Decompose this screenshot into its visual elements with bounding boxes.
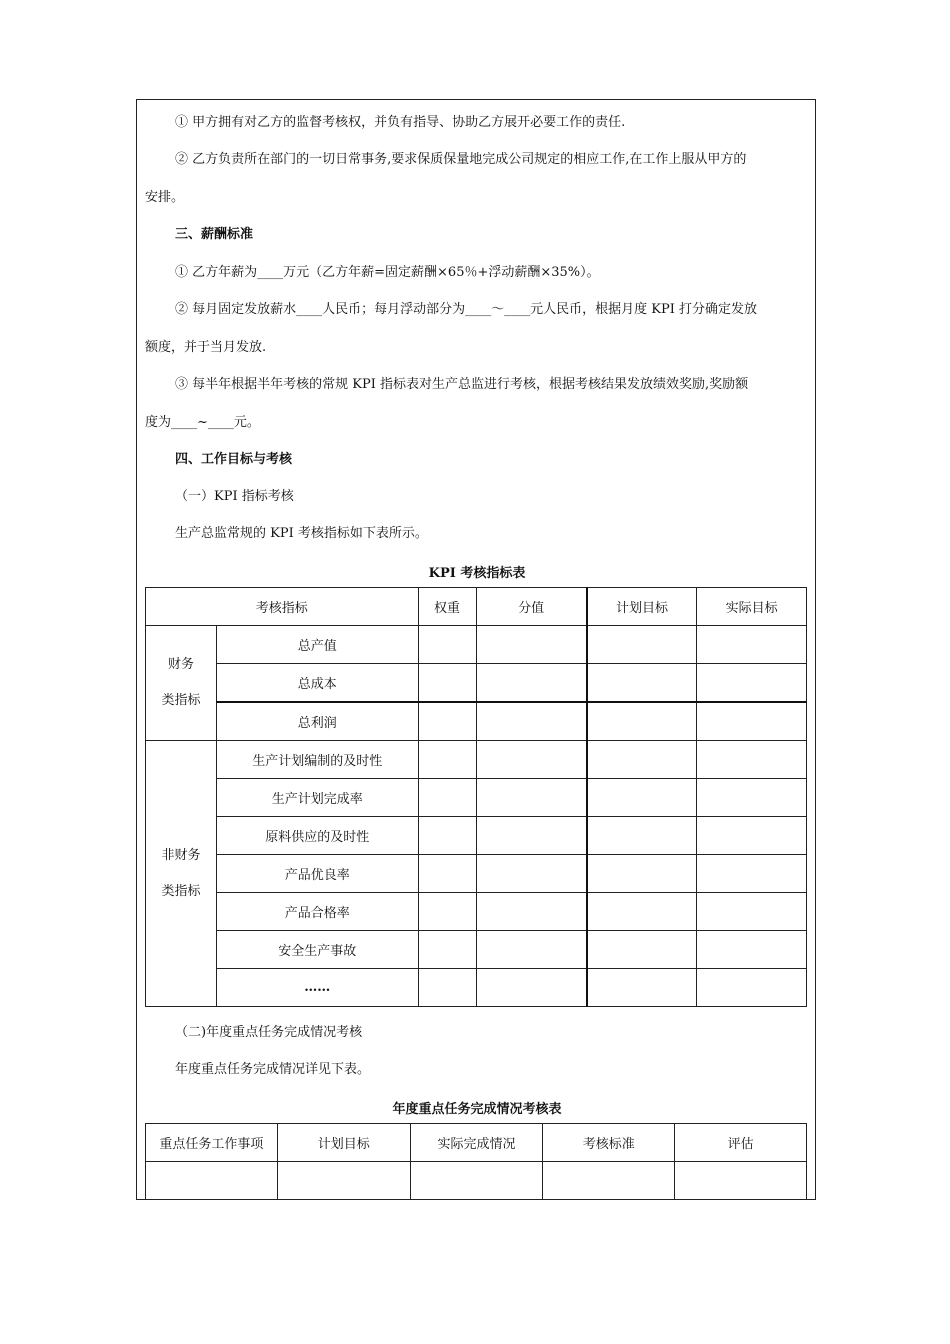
category-non-financial: 非财务 类指标 bbox=[146, 741, 217, 1007]
table-row bbox=[146, 855, 807, 893]
indicator-cell: 生产计划编制的及时性 bbox=[216, 741, 418, 779]
kpi-table bbox=[145, 587, 807, 1007]
subheading-kpi: （一）KPI 指标考核 bbox=[175, 489, 294, 504]
kpi-table-caption: KPI 考核指标表 bbox=[428, 566, 526, 581]
indicator-cell: 安全生产事故 bbox=[216, 931, 418, 969]
indicator-cell-ellipsis: …… bbox=[216, 969, 418, 1007]
indicator-cell: 原料供应的及时性 bbox=[216, 817, 418, 855]
table-row bbox=[146, 626, 807, 664]
para-half-year-bonus-cont: 度为____~____元。 bbox=[145, 415, 260, 430]
table-row bbox=[146, 702, 807, 741]
header-weight: 权重 bbox=[418, 588, 476, 626]
section-heading-goals: 四、工作目标与考核 bbox=[175, 452, 293, 467]
task-table-caption: 年度重点任务完成情况考核表 bbox=[392, 1102, 562, 1117]
header-plan-target: 计划目标 bbox=[277, 1124, 410, 1162]
table-row bbox=[146, 664, 807, 703]
header-evaluation: 评估 bbox=[675, 1124, 807, 1162]
header-planned-target: 计划目标 bbox=[587, 588, 697, 626]
document-frame bbox=[136, 99, 816, 1200]
para-monthly-pay-cont: 额度，并于当月发放. bbox=[145, 340, 267, 355]
indicator-cell: 总利润 bbox=[216, 702, 418, 741]
header-indicator: 考核指标 bbox=[146, 588, 419, 626]
para-monthly-pay: ② 每月固定发放薪水____人民币；每月浮动部分为____～____元人民币，根据月度 KPI 打分确定发放 bbox=[175, 302, 757, 317]
para-party-b-duties-cont: 安排。 bbox=[145, 190, 185, 205]
table-row bbox=[146, 817, 807, 855]
para-party-b-duties: ② 乙方负责所在部门的一切日常事务,要求保质保量地完成公司规定的相应工作,在工作上服从甲方的 bbox=[175, 152, 747, 167]
table-row bbox=[146, 1162, 807, 1200]
task-header-row bbox=[146, 1124, 807, 1162]
indicator-cell: 总产值 bbox=[216, 626, 418, 664]
para-half-year-bonus: ③ 每半年根据半年考核的常规 KPI 指标表对生产总监进行考核，根据考核结果发放绩效奖励,奖励额 bbox=[175, 377, 749, 392]
header-criteria: 考核标准 bbox=[543, 1124, 675, 1162]
indicator-cell: 总成本 bbox=[216, 664, 418, 703]
header-actual-target: 实际目标 bbox=[697, 588, 807, 626]
indicator-cell: 生产计划完成率 bbox=[216, 779, 418, 817]
header-actual-completion: 实际完成情况 bbox=[410, 1124, 543, 1162]
para-kpi-intro: 生产总监常规的 KPI 考核指标如下表所示。 bbox=[175, 526, 428, 541]
para-annual-tasks-intro: 年度重点任务完成情况详见下表。 bbox=[175, 1062, 371, 1077]
header-key-task: 重点任务工作事项 bbox=[146, 1124, 278, 1162]
subheading-annual-tasks: （二)年度重点任务完成情况考核 bbox=[175, 1025, 363, 1040]
table-row bbox=[146, 931, 807, 969]
section-heading-salary: 三、薪酬标准 bbox=[175, 227, 254, 242]
indicator-cell: 产品优良率 bbox=[216, 855, 418, 893]
header-score: 分值 bbox=[476, 588, 587, 626]
kpi-header-row bbox=[146, 588, 807, 626]
category-financial: 财务 类指标 bbox=[146, 626, 217, 741]
para-party-a-rights: ① 甲方拥有对乙方的监督考核权，并负有指导、协助乙方展开必要工作的责任. bbox=[175, 115, 626, 130]
table-row bbox=[146, 779, 807, 817]
table-row bbox=[146, 741, 807, 779]
table-row bbox=[146, 969, 807, 1007]
table-row bbox=[146, 893, 807, 931]
task-table bbox=[145, 1123, 807, 1200]
para-annual-salary: ① 乙方年薪为____万元（乙方年薪=固定薪酬×65％+浮动薪酬×35%）。 bbox=[175, 265, 600, 280]
indicator-cell: 产品合格率 bbox=[216, 893, 418, 931]
